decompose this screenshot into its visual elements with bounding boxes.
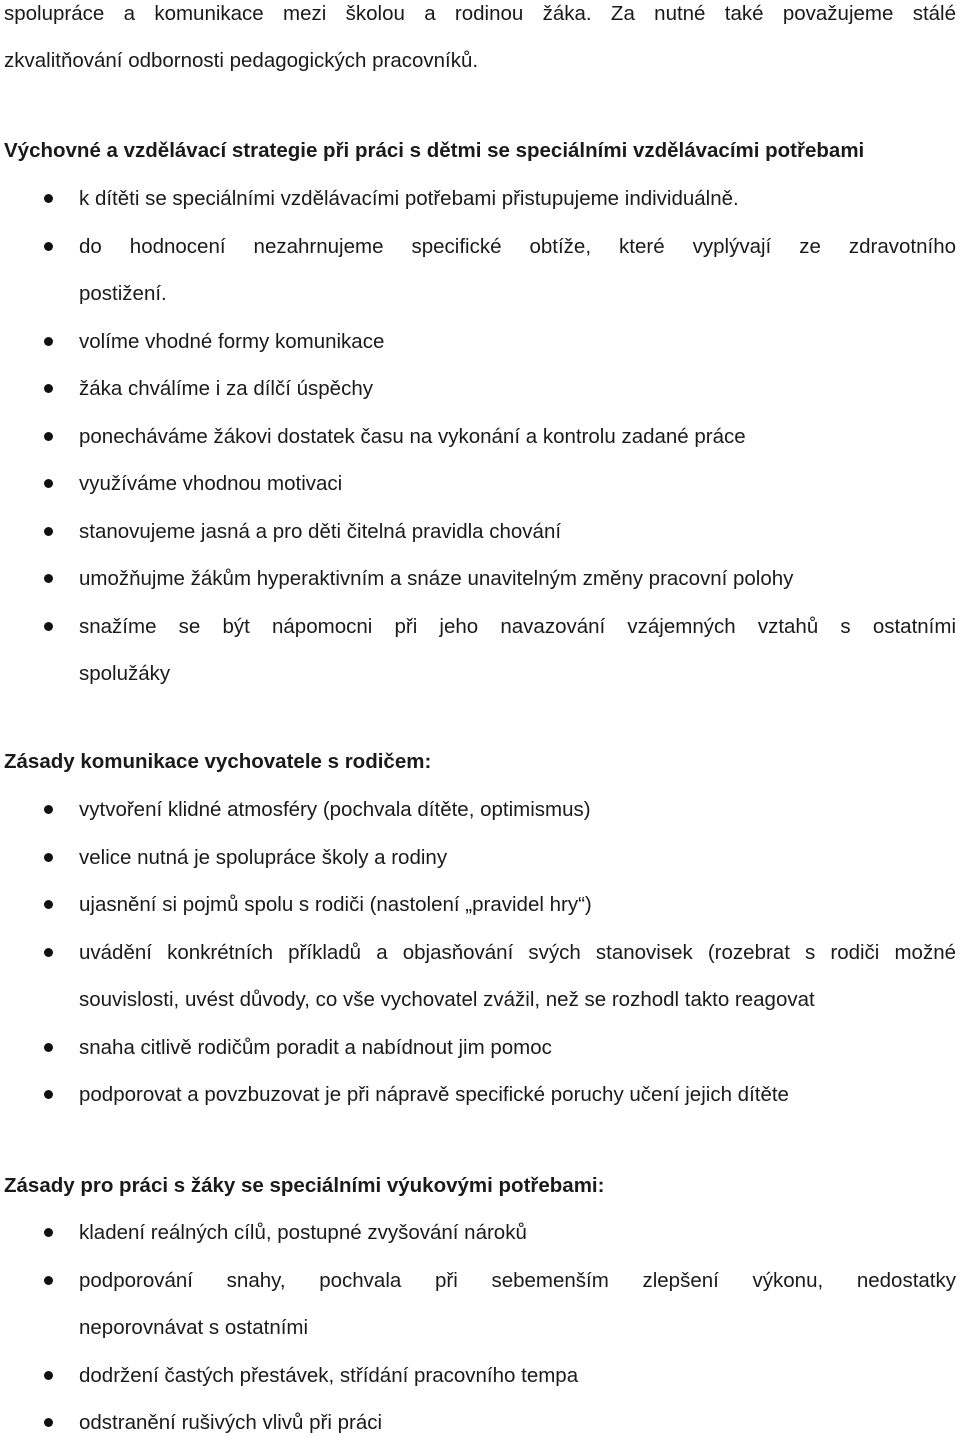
list-item-text: podporovat a povzbuzovat je při nápravě specifické poruchy učení jejich dítěte bbox=[79, 1083, 789, 1106]
list-item-text: snažíme se být nápomocni při jeho navazování vzájemných vztahů s ostatními bbox=[79, 614, 956, 638]
list-item bbox=[0, 318, 956, 366]
list-item bbox=[0, 786, 956, 834]
list-item-text-continued: postižení. bbox=[79, 282, 167, 305]
list-item-text: umožňujme žákům hyperaktivním a snáze unavitelným změny pracovní polohy bbox=[79, 567, 794, 590]
list-item-text: ujasnění si pojmů spolu s rodiči (nastolení „pravidel hry“) bbox=[79, 893, 592, 916]
section-heading-strategies: Výchovné a vzdělávací strategie při práci s dětmi se speciálními vzdělávacími potřebami bbox=[4, 139, 865, 162]
strategies-list bbox=[0, 175, 960, 698]
list-item-text: využíváme vhodnou motivaci bbox=[79, 472, 343, 495]
list-item-text: do hodnocení nezahrnujeme specifické obtíže, které vyplývají ze zdravotního bbox=[79, 234, 956, 258]
list-item bbox=[0, 555, 956, 603]
list-item bbox=[0, 1399, 956, 1447]
list-item-text: velice nutná je spolupráce školy a rodiny bbox=[79, 845, 448, 869]
list-item-text: uvádění konkrétních příkladů a objasňování svých stanovisek (rozebrat s rodiči možné bbox=[79, 940, 956, 964]
list-item-text: stanovujeme jasná a pro děti čitelná pravidla chování bbox=[79, 519, 562, 543]
list-item-text: k dítěti se speciálními vzdělávacími potřebami přistupujeme individuálně. bbox=[79, 187, 739, 210]
list-item-text: dodržení častých přestávek, střídání pracovního tempa bbox=[79, 1363, 579, 1387]
list-item bbox=[0, 413, 956, 461]
list-item bbox=[0, 881, 956, 929]
list-item bbox=[0, 365, 956, 413]
list-item bbox=[0, 223, 956, 318]
list-item-text-continued: spolužáky bbox=[79, 662, 171, 685]
list-item bbox=[0, 460, 956, 508]
list-item bbox=[0, 929, 956, 1024]
section-heading-special-needs: Zásady pro práci s žáky se speciálními výukovými potřebami: bbox=[4, 1174, 605, 1197]
section-heading-parents: Zásady komunikace vychovatele s rodičem: bbox=[4, 750, 432, 773]
list-item bbox=[0, 175, 956, 223]
list-item bbox=[0, 1024, 956, 1072]
list-item bbox=[0, 1257, 956, 1352]
list-item bbox=[0, 1209, 956, 1257]
parents-list bbox=[0, 786, 960, 1119]
list-item-text: odstranění rušivých vlivů při práci bbox=[79, 1411, 383, 1434]
list-item bbox=[0, 1071, 956, 1119]
list-item-text: žáka chválíme i za dílčí úspěchy bbox=[79, 377, 373, 400]
special-needs-list bbox=[0, 1209, 960, 1447]
list-item bbox=[0, 834, 956, 882]
list-item-text: kladení reálných cílů, postupné zvyšování nároků bbox=[79, 1221, 527, 1244]
list-item-text: vytvoření klidné atmosféry (pochvala dítěte, optimismus) bbox=[79, 798, 591, 821]
list-item bbox=[0, 603, 956, 698]
list-item bbox=[0, 1352, 956, 1400]
intro-paragraph bbox=[4, 0, 956, 84]
list-item-text-continued: neporovnávat s ostatními bbox=[79, 1316, 309, 1339]
intro-line-2: zkvalitňování odbornosti pedagogických pracovníků. bbox=[4, 49, 479, 72]
list-item-text: ponecháváme žákovi dostatek času na vykonání a kontrolu zadané práce bbox=[79, 424, 746, 448]
list-item-text-continued: souvislosti, uvést důvody, co vše vychovatel zvážil, než se rozhodl takto reagovat bbox=[79, 988, 815, 1011]
list-item bbox=[0, 508, 956, 556]
intro-line-1: spolupráce a komunikace mezi školou a rodinou žáka. Za nutné také považujeme stálé bbox=[4, 2, 956, 25]
list-item-text: volíme vhodné formy komunikace bbox=[79, 329, 385, 353]
list-item-text: snaha citlivě rodičům poradit a nabídnout jim pomoc bbox=[79, 1035, 552, 1059]
list-item-text: podporování snahy, pochvala při sebemenším zlepšení výkonu, nedostatky bbox=[79, 1268, 956, 1292]
